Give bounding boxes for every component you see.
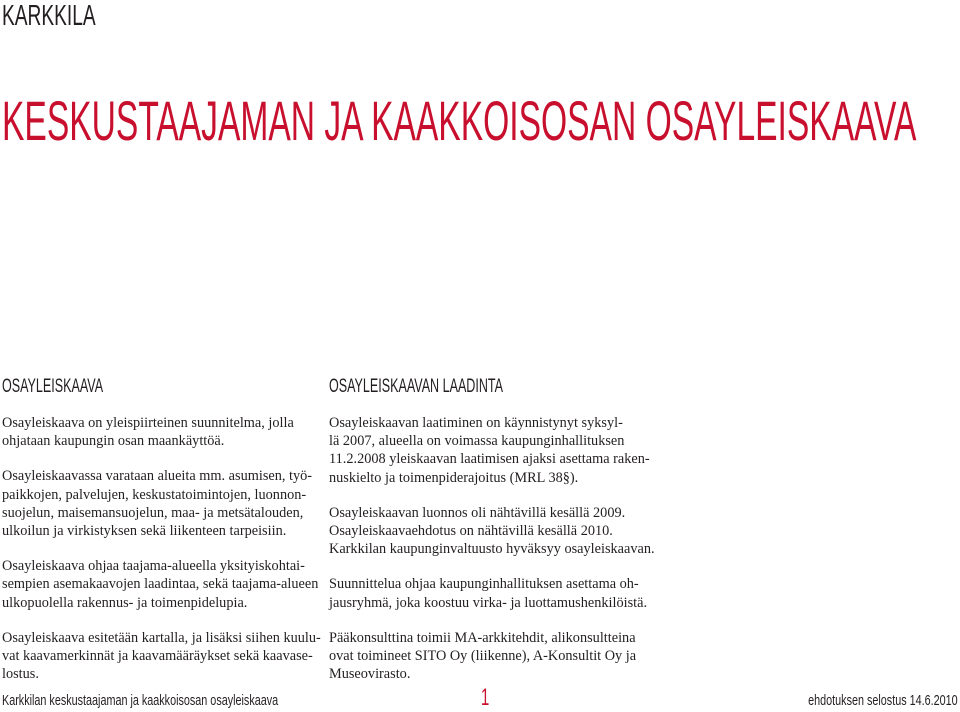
text-line: suojelun, maisemansuojelun, maa- ja metsätalouden,	[2, 504, 304, 521]
section-heading-osayleiskaava: OSAYLEISKAAVA	[2, 376, 104, 397]
text-line: jausryhmä, joka koostuu virka- ja luottamushenkilöistä.	[329, 594, 648, 611]
section-heading-laadinta: OSAYLEISKAAVAN LAADINTA	[329, 376, 503, 397]
text-line: Osayleiskaavassa varataan alueita mm. asumisen, työ-	[2, 468, 313, 485]
page-number: 1	[481, 684, 490, 711]
text-line: Osayleiskaavan luonnos oli nähtävillä kesällä 2009.	[329, 504, 626, 521]
text-line: Suunnittelua ohjaa kaupunginhallituksen asettama oh-	[329, 576, 639, 593]
text-line: Pääkonsulttina toimii MA-arkkitehdit, alikonsultteina	[329, 629, 636, 646]
text-line: Karkkilan kaupunginvaltuusto hyväksyy osayleiskaavan.	[329, 541, 655, 558]
text-line: Osayleiskaavan laatiminen on käynnistynyt syksyl-	[329, 415, 623, 431]
text-line: Osayleiskaavaehdotus on nähtävillä kesällä 2010.	[329, 523, 613, 540]
paragraph	[329, 504, 655, 559]
paragraph	[329, 414, 650, 487]
text-line: ulkoilun ja virkistyksen sekä liikenteen tarpeisiin.	[2, 523, 287, 540]
text-line: Osayleiskaava esitetään kartalla, ja lisäksi siihen kuulu-	[2, 629, 321, 646]
right-text-column	[329, 414, 655, 700]
footer-edition-date: ehdotuksen selostus 14.6.2010	[808, 692, 958, 709]
text-line: lostus.	[2, 666, 39, 683]
paragraph	[329, 629, 639, 684]
left-text-column	[2, 414, 321, 700]
paragraph	[2, 629, 321, 684]
text-line: 11.2.2008 yleiskaavan laatimisen ajaksi asettama raken-	[329, 451, 650, 468]
text-line: Museovirasto.	[329, 666, 411, 683]
text-line: paikkojen, palvelujen, keskustatoimintojen, luonnon-	[2, 486, 307, 503]
paragraph	[329, 575, 648, 611]
text-line: Osayleiskaava on yleispiirteinen suunnitelma, jolla	[2, 415, 294, 431]
text-line: lä 2007, alueella on voimassa kaupunginhallituksen	[329, 433, 625, 450]
text-line: nuskielto ja toimenpiderajoitus (MRL 38§).	[329, 469, 579, 486]
paragraph	[2, 557, 319, 612]
text-line: ovat toimineet SITO Oy (liikenne), A-Konsultit Oy ja	[329, 648, 637, 665]
footer-document-name: Karkkilan keskustaajaman ja kaakkoisosan osayleiskaava	[2, 692, 279, 709]
document-title: KESKUSTAAJAMAN JA KAAKKOISOSAN OSAYLEISKAAVA	[2, 89, 917, 152]
paragraph	[2, 414, 302, 450]
text-line: vat kaavamerkinnät ja kaavamääräykset sekä kaavase-	[2, 648, 313, 665]
text-line: ohjataan kaupungin osan maankäyttöä.	[2, 433, 225, 450]
town-name: KARKKILA	[2, 0, 96, 32]
text-line: sempien asemakaavojen laadintaa, sekä taajama-alueen	[2, 576, 319, 593]
text-line: Osayleiskaava ohjaa taajama-alueella yksityiskohtai-	[2, 558, 305, 575]
paragraph	[2, 467, 313, 540]
text-line: ulkopuolella rakennus- ja toimenpidelupia.	[2, 594, 248, 611]
